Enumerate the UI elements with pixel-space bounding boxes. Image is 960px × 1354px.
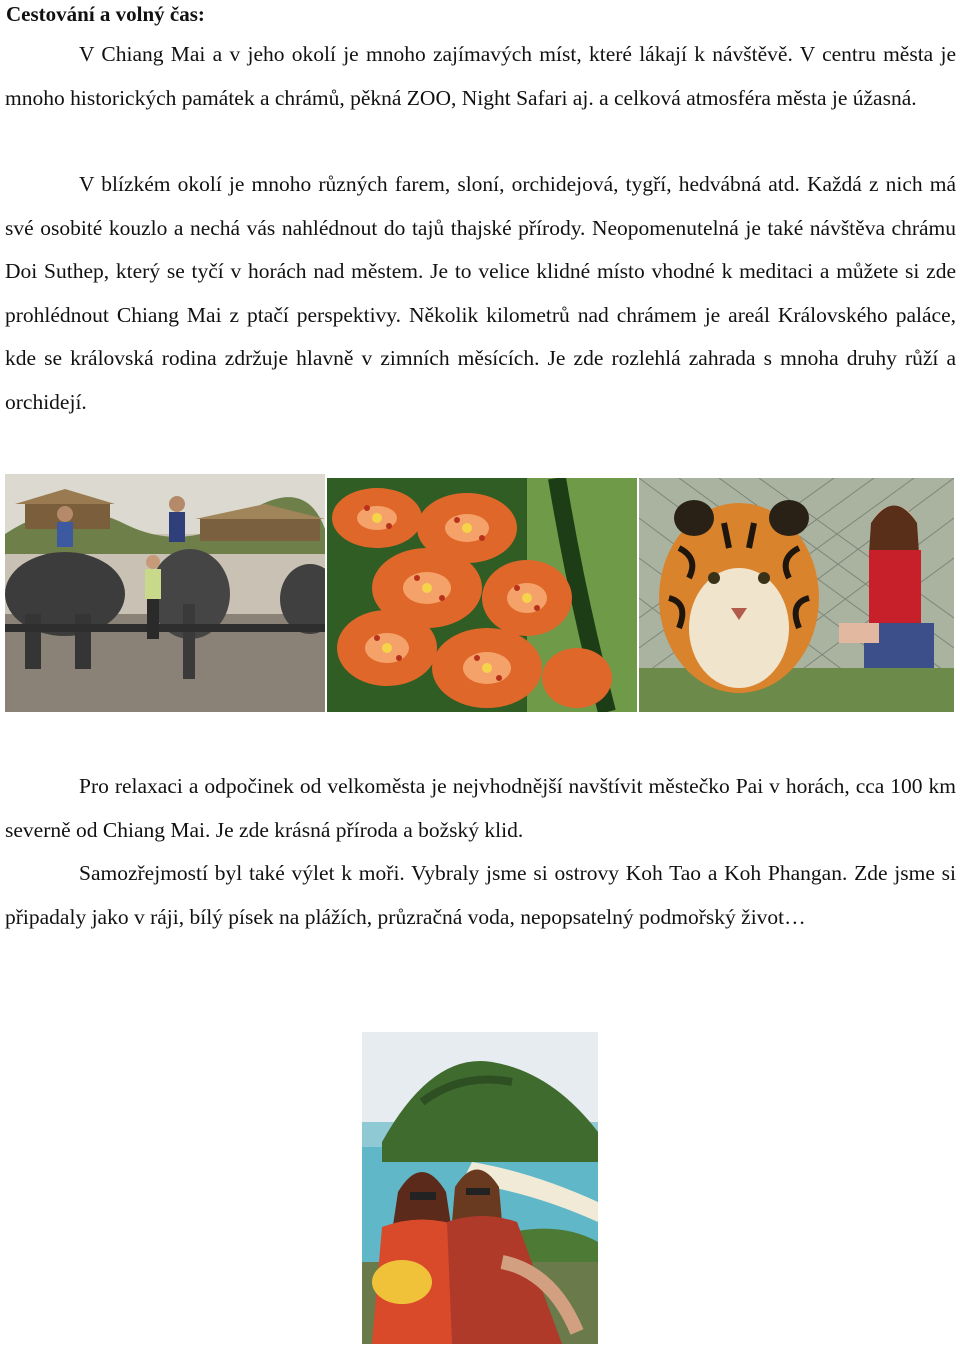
orchid-photo	[327, 478, 637, 712]
section-heading: Cestování a volný čas:	[6, 2, 205, 26]
elephant-farm-photo	[5, 474, 325, 712]
koh-tao-island-photo	[362, 1032, 598, 1344]
paragraph-pai: Pro relaxaci a odpočinek od velkoměsta je nejvhodnější navštívit městečko Pai v horách, cca 100 km severně od Chiang Mai. Je zde krásná příroda a božský klid.	[5, 774, 956, 842]
paragraph-islands: Samozřejmostí byl také výlet k moři. Vybraly jsme si ostrovy Koh Tao a Koh Phangan. Zde jsme si připadaly jako v ráji, bílý písek na plážích, průzračná voda, nepopsatelný podmořský život…	[5, 861, 956, 929]
paragraph-city: V Chiang Mai a v jeho okolí je mnoho zajímavých míst, které lákají k návštěvě. V centru města je mnoho historických památek a chrámů, pěkná ZOO, Night Safari aj. a celková atmosféra města je úžasná.	[5, 42, 956, 110]
tiger-farm-photo	[639, 478, 954, 712]
paragraph-surroundings: V blízkém okolí je mnoho různých farem, sloní, orchidejová, tygří, hedvábná atd. Každá z nich má své osobité kouzlo a nechá vás nahlédnout do tajů thajské přírody. Neopomenutelná je také návštěva chrámu Doi Suthep, který se tyčí v horách nad městem. Je to velice klidné místo vhodné k meditaci a můžete si zde prohlédnout Chiang Mai z ptačí perspektivy. Několik kilometrů nad chrámem je areál Královského paláce, kde se královská rodina zdržuje hlavně v zimních měsících. Je zde rozlehlá zahrada s mnoha druhy růží a orchidejí.	[5, 172, 956, 414]
